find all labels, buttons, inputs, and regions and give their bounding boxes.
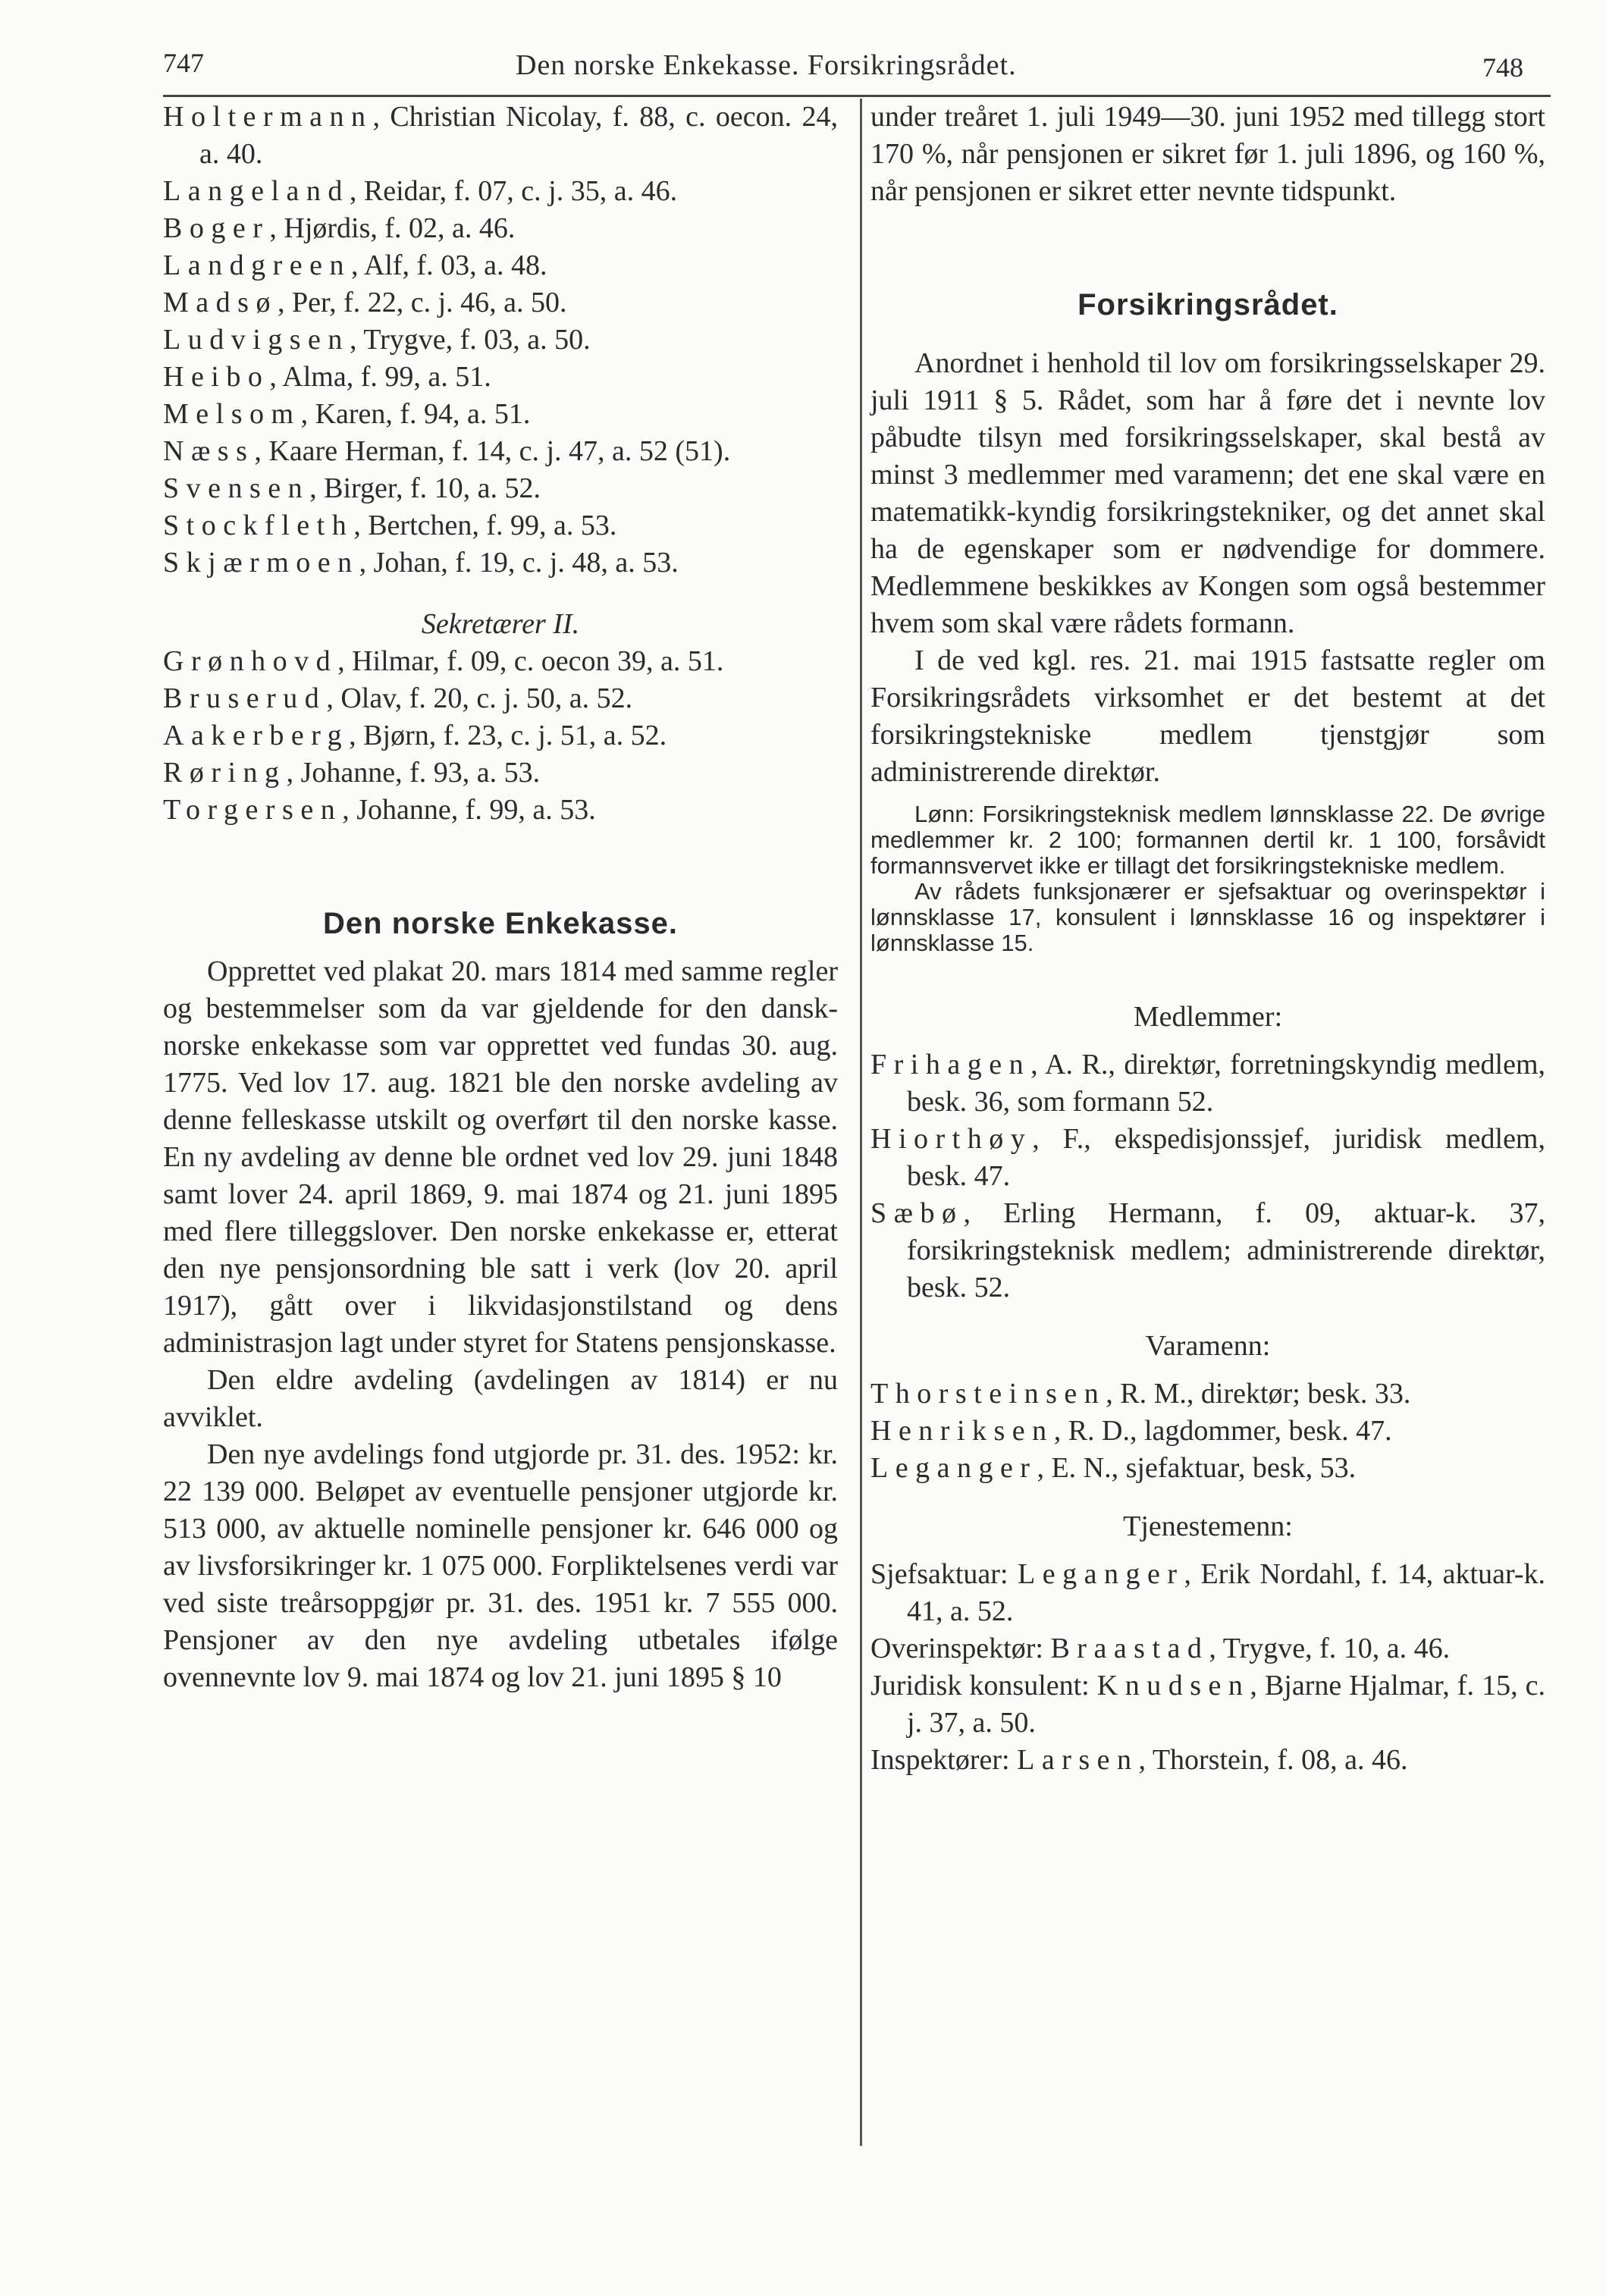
person-name: Langeland [163, 175, 350, 207]
list-item: Ludvigsen, Trygve, f. 03, a. 50. [163, 324, 591, 356]
section-title-forsikringsradet: Forsikringsrådet. [1077, 288, 1338, 322]
list-item: Heibo, Alma, f. 99, a. 51. [163, 361, 491, 393]
staff-list-2 [163, 643, 838, 829]
role-label: Juridisk konsulent: [870, 1670, 1090, 1702]
page-header [0, 30, 1606, 91]
medlemmer-heading: Medlemmer: [1133, 1001, 1283, 1033]
role-label: Sjefsaktuar: [870, 1558, 1008, 1590]
person-name: Sæbø [870, 1197, 964, 1229]
list-item: Stockfleth, Bertchen, f. 99, a. 53. [163, 510, 617, 541]
salary-note: Lønn: Forsikringsteknisk medlem lønnsklasse 22. De øvrige medlemmer kr. 2 100; formannen dertil kr. 1 100, forsåvidt formannsvervet ikke er tillagt det forsikringstekniske medlem. [870, 801, 1545, 879]
list-item: Landgreen, Alf, f. 03, a. 48. [163, 249, 547, 281]
person-name: Knudsen [1096, 1670, 1250, 1702]
staff-list-1 [163, 99, 838, 582]
list-item: Juridisk konsulent: Knudsen, Bjarne Hjalmar, f. 15, c. j. 37, a. 50. [870, 1670, 1545, 1739]
varamenn-heading: Varamenn: [1145, 1330, 1271, 1362]
role-label: Inspektører: [870, 1744, 1010, 1776]
person-name: Bruserud [163, 682, 327, 714]
list-item: Leganger, E. N., sjefaktuar, besk, 53. [870, 1452, 1357, 1484]
enkekasse-paragraph-2: Den eldre avdeling (avdelingen av 1814) er nu avviklet. [163, 1364, 838, 1433]
staff-grade-note: Av rådets funksjonærer er sjefsaktuar og overinspektør i lønnsklasse 17, konsulent i lønnsklasse 16 og inspektører i lønnsklasse 15. [870, 878, 1545, 956]
person-name: Braastad [1050, 1633, 1209, 1664]
continuation-paragraph: under treåret 1. juli 1949—30. juni 1952 med tillegg stort 170 %, når pensjonen er sikret før 1. juli 1896, og 160 %, når pensjonen er sikret etter nevnte tidspunkt. [870, 101, 1545, 207]
enkekasse-paragraph-1: Opprettet ved plakat 20. mars 1814 med samme regler og bestemmelser som da var gjeldende for den dansk-norske enkekasse som var opprettet ved fundas 30. aug. 1775. Ved lov 17. aug. 1821 ble den norske avdeling av denne felleskasse utskilt og overført til den norske kasse. En ny avdeling av denne ble ordnet ved lov 29. juni 1848 samt lover 24. april 1869, 9. mai 1874 og 21. juni 1895 med flere tilleggslover. Den norske enkekasse er, etterat den nye pensjonsordning ble satt i verk (lov 20. april 1917), gått over i likvidasjonstilstand og dens administrasjon lagt under styret for Statens pensjonskasse. [163, 955, 838, 1359]
left-column [163, 99, 838, 1696]
right-column [870, 99, 1545, 1779]
list-item: Boger, Hjørdis, f. 02, a. 46. [163, 212, 516, 244]
person-name: Leganger [870, 1452, 1037, 1484]
list-item: Grønhovd, Hilmar, f. 09, c. oecon 39, a. 51. [163, 645, 724, 677]
sekretaerer-heading: Sekretærer II. [421, 608, 580, 640]
person-name: Leganger [1018, 1558, 1184, 1590]
running-title: Den norske Enkekasse. Forsikringsrådet. [516, 49, 1017, 81]
person-name: Næss [163, 435, 255, 467]
list-item: Svensen, Birger, f. 10, a. 52. [163, 472, 541, 504]
person-name: Henriksen [870, 1415, 1054, 1447]
person-name: Heibo [163, 361, 270, 393]
list-item: Næss, Kaare Herman, f. 14, c. j. 47, a. 52 (51). [163, 435, 731, 467]
person-name: Hiorthøy [870, 1123, 1033, 1155]
person-name: Skjærmoen [163, 547, 359, 579]
section-title-enkekasse: Den norske Enkekasse. [323, 907, 678, 940]
person-name: Melsom [163, 398, 301, 430]
page-number-right: 748 [1482, 52, 1523, 83]
header-rule [163, 95, 1551, 97]
person-name: Torgersen [163, 794, 343, 826]
person-name: Aakerberg [163, 720, 350, 751]
person-name: Thorsteinsen [870, 1378, 1106, 1410]
list-item: Thorsteinsen, R. M., direktør; besk. 33. [870, 1378, 1411, 1410]
list-item: Skjærmoen, Johan, f. 19, c. j. 48, a. 53. [163, 547, 679, 579]
list-item: Bruserud, Olav, f. 20, c. j. 50, a. 52. [163, 682, 633, 714]
person-name: Stockfleth [163, 510, 354, 541]
column-divider [860, 99, 862, 2146]
list-item: Inspektører: Larsen, Thorstein, f. 08, a. 46. [870, 1744, 1408, 1776]
list-item: Hiorthøy, F., ekspedisjonssjef, juridisk medlem, besk. 47. [870, 1123, 1545, 1192]
list-item: Torgersen, Johanne, f. 99, a. 53. [163, 794, 596, 826]
list-item: Aakerberg, Bjørn, f. 23, c. j. 51, a. 52. [163, 720, 667, 751]
list-item: Overinspektør: Braastad, Trygve, f. 10, a. 46. [870, 1633, 1451, 1664]
page-number-left: 747 [163, 48, 204, 78]
list-item: Madsø, Per, f. 22, c. j. 46, a. 50. [163, 287, 567, 318]
person-name: Frihagen [870, 1049, 1031, 1081]
list-item: Melsom, Karen, f. 94, a. 51. [163, 398, 531, 430]
list-item: Røring, Johanne, f. 93, a. 53. [163, 757, 541, 789]
enkekasse-paragraph-3: Den nye avdelings fond utgjorde pr. 31. des. 1952: kr. 22 139 000. Beløpet av eventuelle pensjoner utgjorde kr. 513 000, av aktuelle nominelle pensjoner kr. 646 000 og av livsforsikringer kr. 1 075 000. Forpliktelsenes verdi var ved siste treårsoppgjør pr. 31. des. 1951 kr. 7 555 000. Pensjoner av den nye avdeling utbetales ifølge ovennevnte lov 9. mai 1874 og lov 21. juni 1895 § 10 [163, 1438, 838, 1693]
person-name: Madsø [163, 287, 278, 318]
person-name: Boger [163, 212, 270, 244]
person-name: Ludvigsen [163, 324, 350, 356]
role-label: Overinspektør: [870, 1633, 1043, 1664]
person-name: Larsen [1017, 1744, 1139, 1776]
person-name: Landgreen [163, 249, 351, 281]
list-item: Sæbø, Erling Hermann, f. 09, aktuar-k. 37, forsikringsteknisk medlem; administrerende direktør, besk. 52. [870, 1197, 1545, 1303]
forsikring-paragraph-2: I de ved kgl. res. 21. mai 1915 fastsatte regler om Forsikringsrådets virksomhet er det bestemt at det forsikringstekniske medlem tjenstgjør som administrerende direktør. [870, 645, 1545, 788]
person-name: Holtermann [163, 101, 373, 133]
list-item: Langeland, Reidar, f. 07, c. j. 35, a. 46. [163, 175, 678, 207]
tjenestemenn-heading: Tjenestemenn: [1123, 1510, 1293, 1542]
person-name: Grønhovd [163, 645, 338, 677]
list-item: Henriksen, R. D., lagdommer, besk. 47. [870, 1415, 1392, 1447]
list-item: Frihagen, A. R., direktør, forretningskyndig medlem, besk. 36, som formann 52. [870, 1049, 1545, 1118]
person-name: Røring [163, 757, 287, 789]
list-item: Sjefsaktuar: Leganger, Erik Nordahl, f. 14, aktuar-k. 41, a. 52. [870, 1558, 1546, 1627]
forsikring-paragraph-1: Anordnet i henhold til lov om forsikringsselskaper 29. juli 1911 § 5. Rådet, som har å føre det i nevnte lov påbudte tilsyn med forsikringsselskaper, skal bestå av minst 3 medlemmer med varamenn; det ene skal være en matematikk-kyndig forsikringstekniker, og det annet skal ha de egenskaper som er nødvendige for dommere. Medlemmene beskikkes av Kongen som også bestemmer hvem som skal være rådets formann. [870, 347, 1545, 639]
person-name: Svensen [163, 472, 310, 504]
list-item: Holtermann, Christian Nicolay, f. 88, c. oecon. 24, a. 40. [163, 101, 838, 170]
